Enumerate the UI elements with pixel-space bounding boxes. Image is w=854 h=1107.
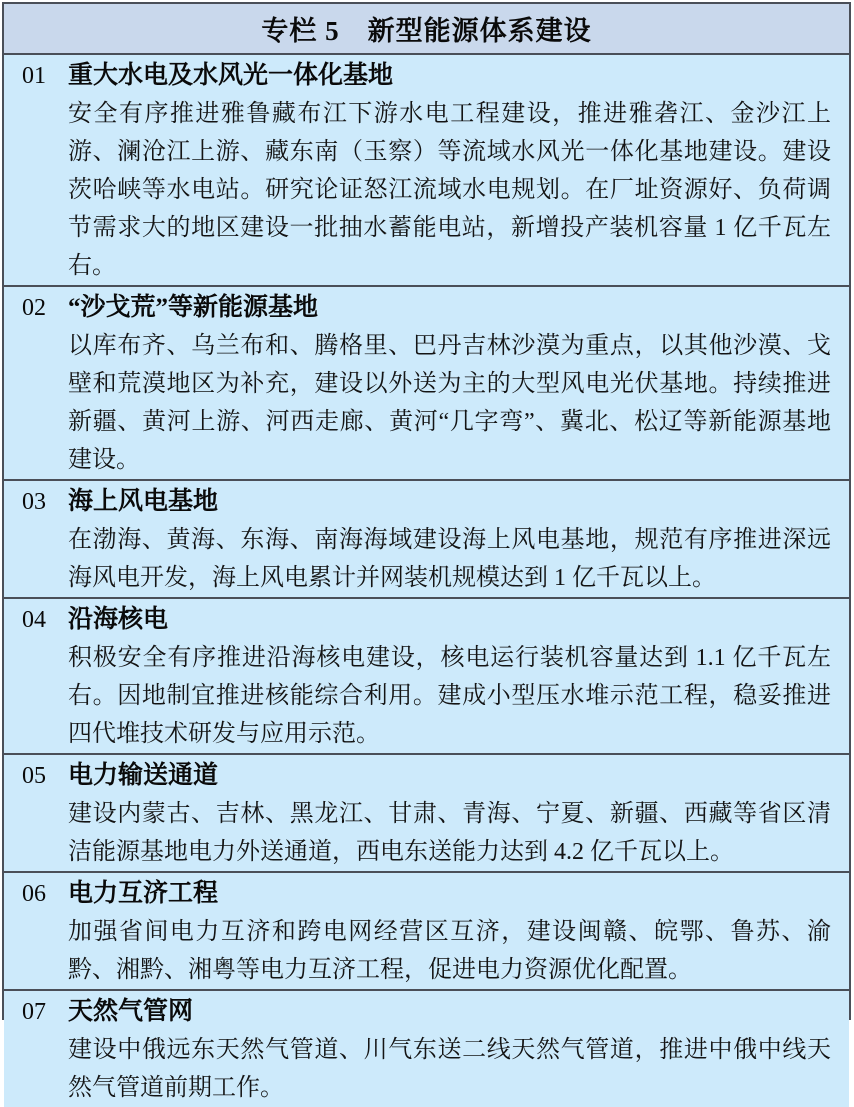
box-header	[4, 4, 849, 55]
section-body-text: 以库布齐、乌兰布和、腾格里、巴丹吉林沙漠为重点，以其他沙漠、戈壁和荒漠地区为补充，建设以外送为主的大型风电光伏基地。持续推进新疆、黄河上游、河西走廊、黄河“几字弯”、冀北、松辽等新能源基地建设。	[68, 333, 831, 473]
section-hydropower	[4, 57, 849, 285]
section-number: 04	[22, 607, 46, 633]
section-title: 海上风电基地	[68, 488, 219, 515]
section-body-text: 加强省间电力互济和跨电网经营区互济，建设闽赣、皖鄂、鲁苏、渝黔、湘黔、湘粤等电力互济工程，促进电力资源优化配置。	[68, 919, 831, 983]
section-number: 06	[22, 881, 46, 907]
section-number: 02	[22, 295, 46, 321]
section-title: 电力输送通道	[68, 762, 219, 789]
section-title: 沿海核电	[68, 606, 169, 633]
section-heading	[22, 993, 831, 1031]
section-body-text: 在渤海、黄海、东海、南海海域建设海上风电基地，规范有序推进深远海风电开发，海上风电累计并网装机规模达到 1 亿千瓦以上。	[68, 527, 831, 591]
section-power-transmission	[4, 753, 849, 871]
section-heading	[22, 601, 831, 639]
section-coastal-nuclear	[4, 597, 849, 753]
section-title: “沙戈荒”等新能源基地	[68, 294, 319, 321]
section-offshore-wind	[4, 479, 849, 597]
section-heading	[22, 483, 831, 521]
section-grid-interconnection	[4, 871, 849, 989]
section-heading	[22, 757, 831, 795]
section-title: 重大水电及水风光一体化基地	[68, 62, 394, 89]
section-desert-renewables	[4, 285, 849, 479]
section-heading	[22, 875, 831, 913]
section-heading	[22, 289, 831, 327]
section-body-text: 建设中俄远东天然气管道、川气东送二线天然气管道，推进中俄中线天然气管道前期工作。	[68, 1037, 831, 1101]
section-title: 天然气管网	[68, 998, 194, 1025]
section-number: 01	[22, 63, 46, 89]
energy-system-box	[2, 2, 851, 1101]
section-body-text: 建设内蒙古、吉林、黑龙江、甘肃、青海、宁夏、新疆、西藏等省区清洁能源基地电力外送通道，西电东送能力达到 4.2 亿千瓦以上。	[68, 801, 831, 865]
section-number: 05	[22, 763, 46, 789]
section-heading	[22, 57, 831, 95]
box-title: 专栏 5 新型能源体系建设	[261, 16, 592, 46]
section-body-text: 积极安全有序推进沿海核电建设，核电运行装机容量达到 1.1 亿千瓦左右。因地制宜推进核能综合利用。建成小型压水堆示范工程，稳妥推进四代堆技术研发与应用示范。	[68, 645, 831, 747]
section-number: 07	[22, 999, 46, 1025]
section-title: 电力互济工程	[68, 880, 219, 907]
section-body-text: 安全有序推进雅鲁藏布江下游水电工程建设，推进雅砻江、金沙江上游、澜沧江上游、藏东南（玉察）等流域水风光一体化基地建设。建设茨哈峡等水电站。研究论证怒江流域水电规划。在厂址资源好、负荷调节需求大的地区建设一批抽水蓄能电站，新增投产装机容量 1 亿千瓦左右。	[68, 101, 831, 279]
section-gas-pipeline	[4, 989, 849, 1107]
section-number: 03	[22, 489, 46, 515]
